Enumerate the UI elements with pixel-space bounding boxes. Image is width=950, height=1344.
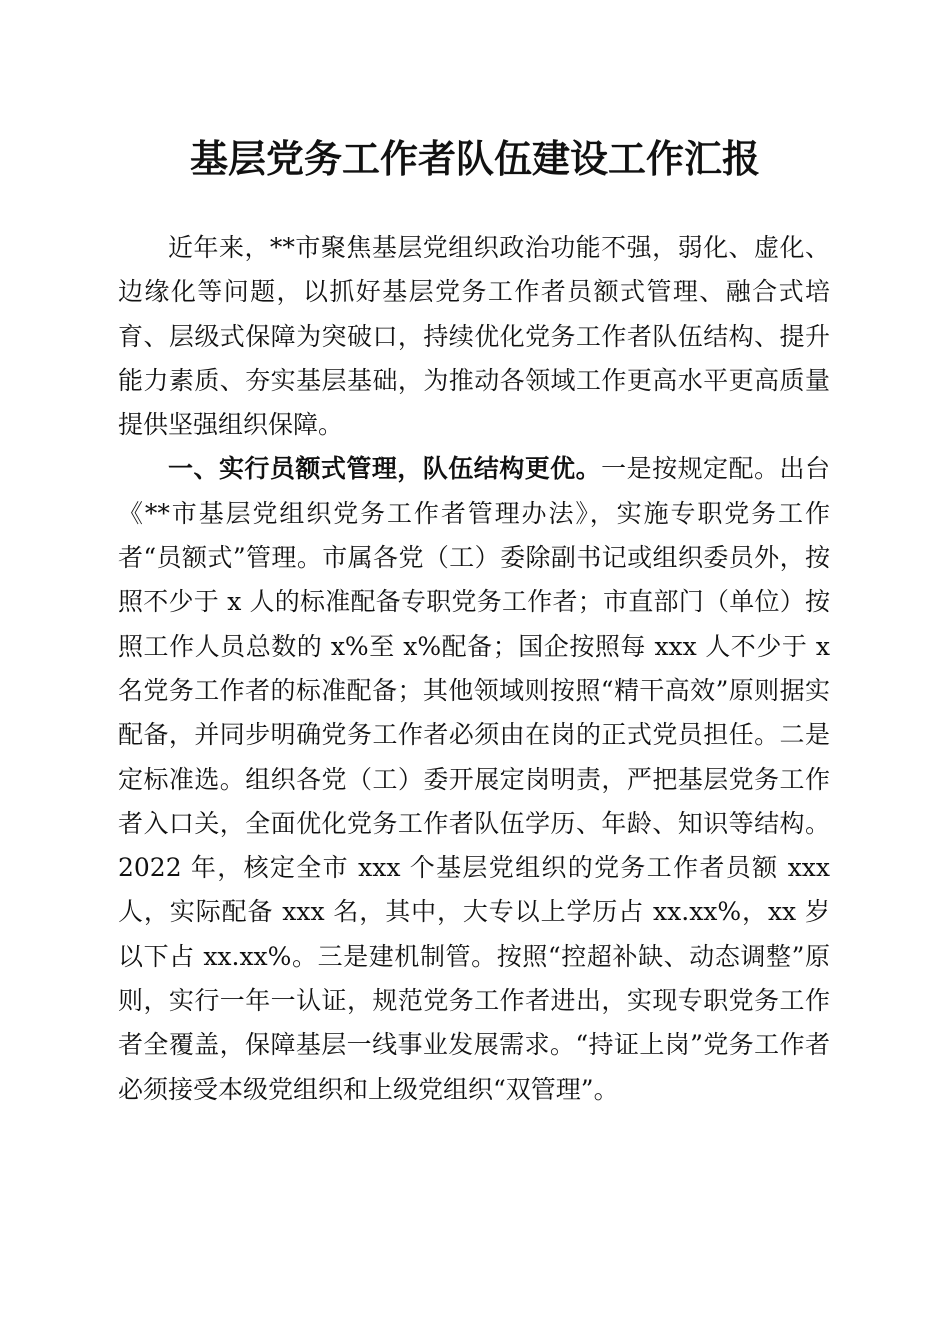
section-1-paragraph — [118, 447, 830, 1111]
document-title: 基层党务工作者队伍建设工作汇报 — [189, 136, 760, 181]
intro-paragraph: 近年来，**市聚焦基层党组织政治功能不强，弱化、虚化、边缘化等问题，以抓好基层党务工作者员额式管理、融合式培育、层级式保障为突破口，持续优化党务工作者队伍结构、提升能力素质、夯实基层基础，为推动各领域工作更高水平更高质量提供坚强组织保障。 — [118, 233, 830, 440]
document-body — [118, 226, 830, 1112]
section-1-body: 一是按规定配。出台《**市基层党组织党务工作者管理办法》，实施专职党务工作者“员额式”管理。市属各党（工）委除副书记或组织委员外，按照不少于 x 人的标准配备专职党务工作者；市直部门（单位）按照工作人员总数的 x%至 x%配备；国企按照每 xxx 人不少于 x 名党务工作者的标准配备；其他领域则按照“精干高效”原则据实配备，并同步明确党务工作者必须由在岗的正式党员担任。二是定标准选。组织各党（工）委开展定岗明责，严把基层党务工作者入口关，全面优化党务工作者队伍学历、年龄、知识等结构。2022 年，核定全市 xxx 个基层党组织的党务工作者员额 xxx 人，实际配备 xxx 名，其中，大专以上学历占 xx.xx%，xx 岁以下占 xx.xx%。三是建机制管。按照“控超补缺、动态调整”原则，实行一年一认证，规范党务工作者进出，实现专职党务工作者全覆盖，保障基层一线事业发展需求。“持证上岗”党务工作者必须接受本级党组织和上级党组织“双管理”。 — [118, 454, 830, 1104]
section-1-heading: 一、实行员额式管理，队伍结构更优。 — [168, 454, 602, 484]
